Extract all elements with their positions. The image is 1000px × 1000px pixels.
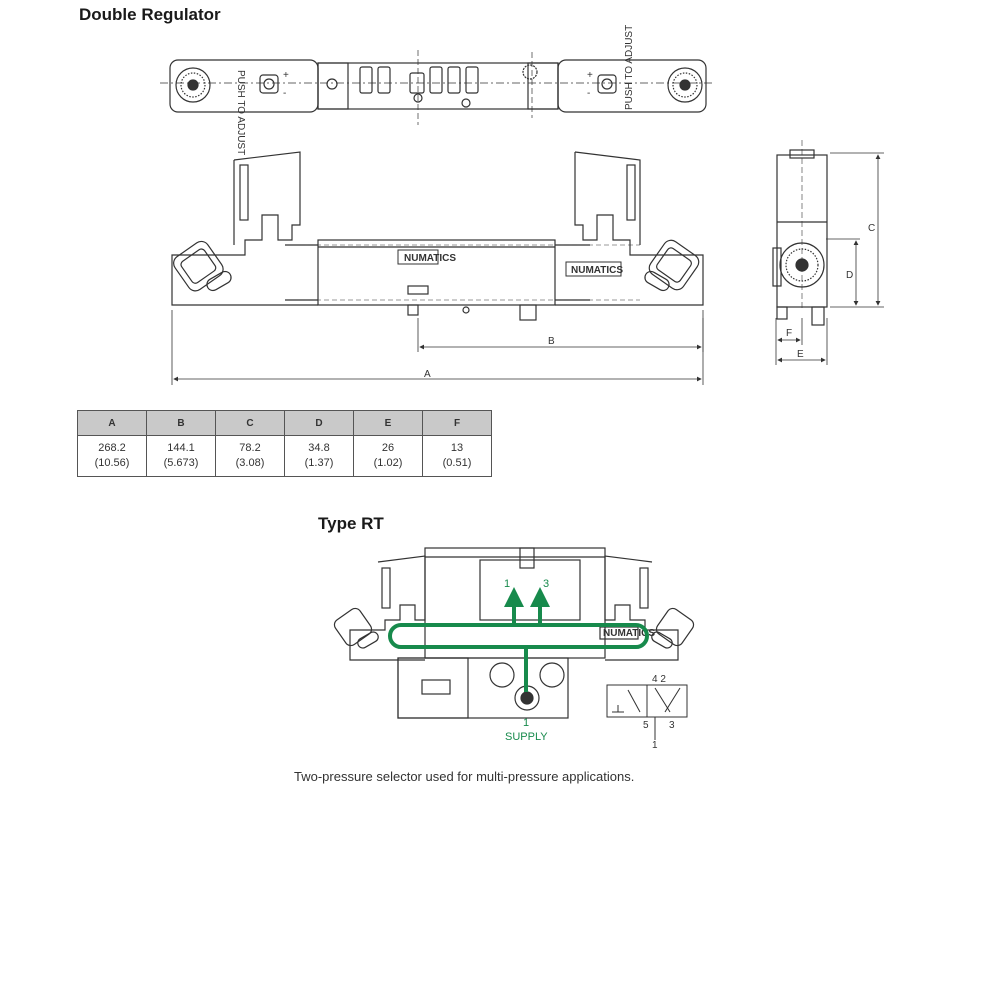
symbol-port-1: 1 <box>652 740 658 751</box>
minus-label: - <box>587 88 591 99</box>
valve-symbol <box>607 685 687 740</box>
table-row <box>78 436 492 477</box>
header-d: D <box>285 411 354 436</box>
caption: Two-pressure selector used for multi-pressure applications. <box>294 769 635 784</box>
brand-badge: NUMATICS <box>404 253 457 264</box>
cell-b: 144.1 (5.673) <box>147 436 216 477</box>
brand-badge: NUMATICS <box>571 265 624 276</box>
type-rt-title: Type RT <box>318 514 384 533</box>
dimension-d-label: D <box>846 270 854 281</box>
table-header-row <box>78 411 492 436</box>
gauge-icon <box>646 237 702 293</box>
dimension-a-label: A <box>424 369 431 380</box>
double-regulator-title: Double Regulator <box>79 5 221 24</box>
cell-f: 13 (0.51) <box>423 436 492 477</box>
dimension-c-label: C <box>868 223 876 234</box>
gauge-icon <box>171 238 227 294</box>
front-view <box>171 152 703 385</box>
push-to-adjust-label: PUSH TO ADJUST <box>235 70 246 156</box>
cell-a: 268.2 (10.56) <box>78 436 147 477</box>
cell-e: 26 (1.02) <box>354 436 423 477</box>
header-b: B <box>147 411 216 436</box>
symbol-ports-top: 4 2 <box>652 674 666 685</box>
dimension-e-label: E <box>797 349 804 360</box>
supply-port-label: 1 <box>523 717 530 729</box>
dimension-b-label: B <box>548 336 555 347</box>
brand-badge: NUMATICS <box>603 628 656 639</box>
symbol-port-3: 3 <box>669 720 675 731</box>
push-to-adjust-label: PUSH TO ADJUST <box>624 24 635 110</box>
dimensions-table <box>77 410 492 477</box>
cell-c: 78.2 (3.08) <box>216 436 285 477</box>
minus-label: - <box>283 88 287 99</box>
port-1-label: 1 <box>504 578 511 590</box>
dimension-f-label: F <box>786 328 793 339</box>
port-3-label: 3 <box>543 578 550 590</box>
flow-path <box>390 597 647 692</box>
cell-d: 34.8 (1.37) <box>285 436 354 477</box>
supply-label: SUPPLY <box>505 731 548 743</box>
symbol-port-5: 5 <box>643 720 649 731</box>
header-c: C <box>216 411 285 436</box>
header-a: A <box>78 411 147 436</box>
header-f: F <box>423 411 492 436</box>
header-e: E <box>354 411 423 436</box>
gauge-icon <box>668 68 702 102</box>
plus-label: + <box>283 70 289 81</box>
gauge-icon <box>176 68 210 102</box>
plus-label: + <box>587 70 593 81</box>
